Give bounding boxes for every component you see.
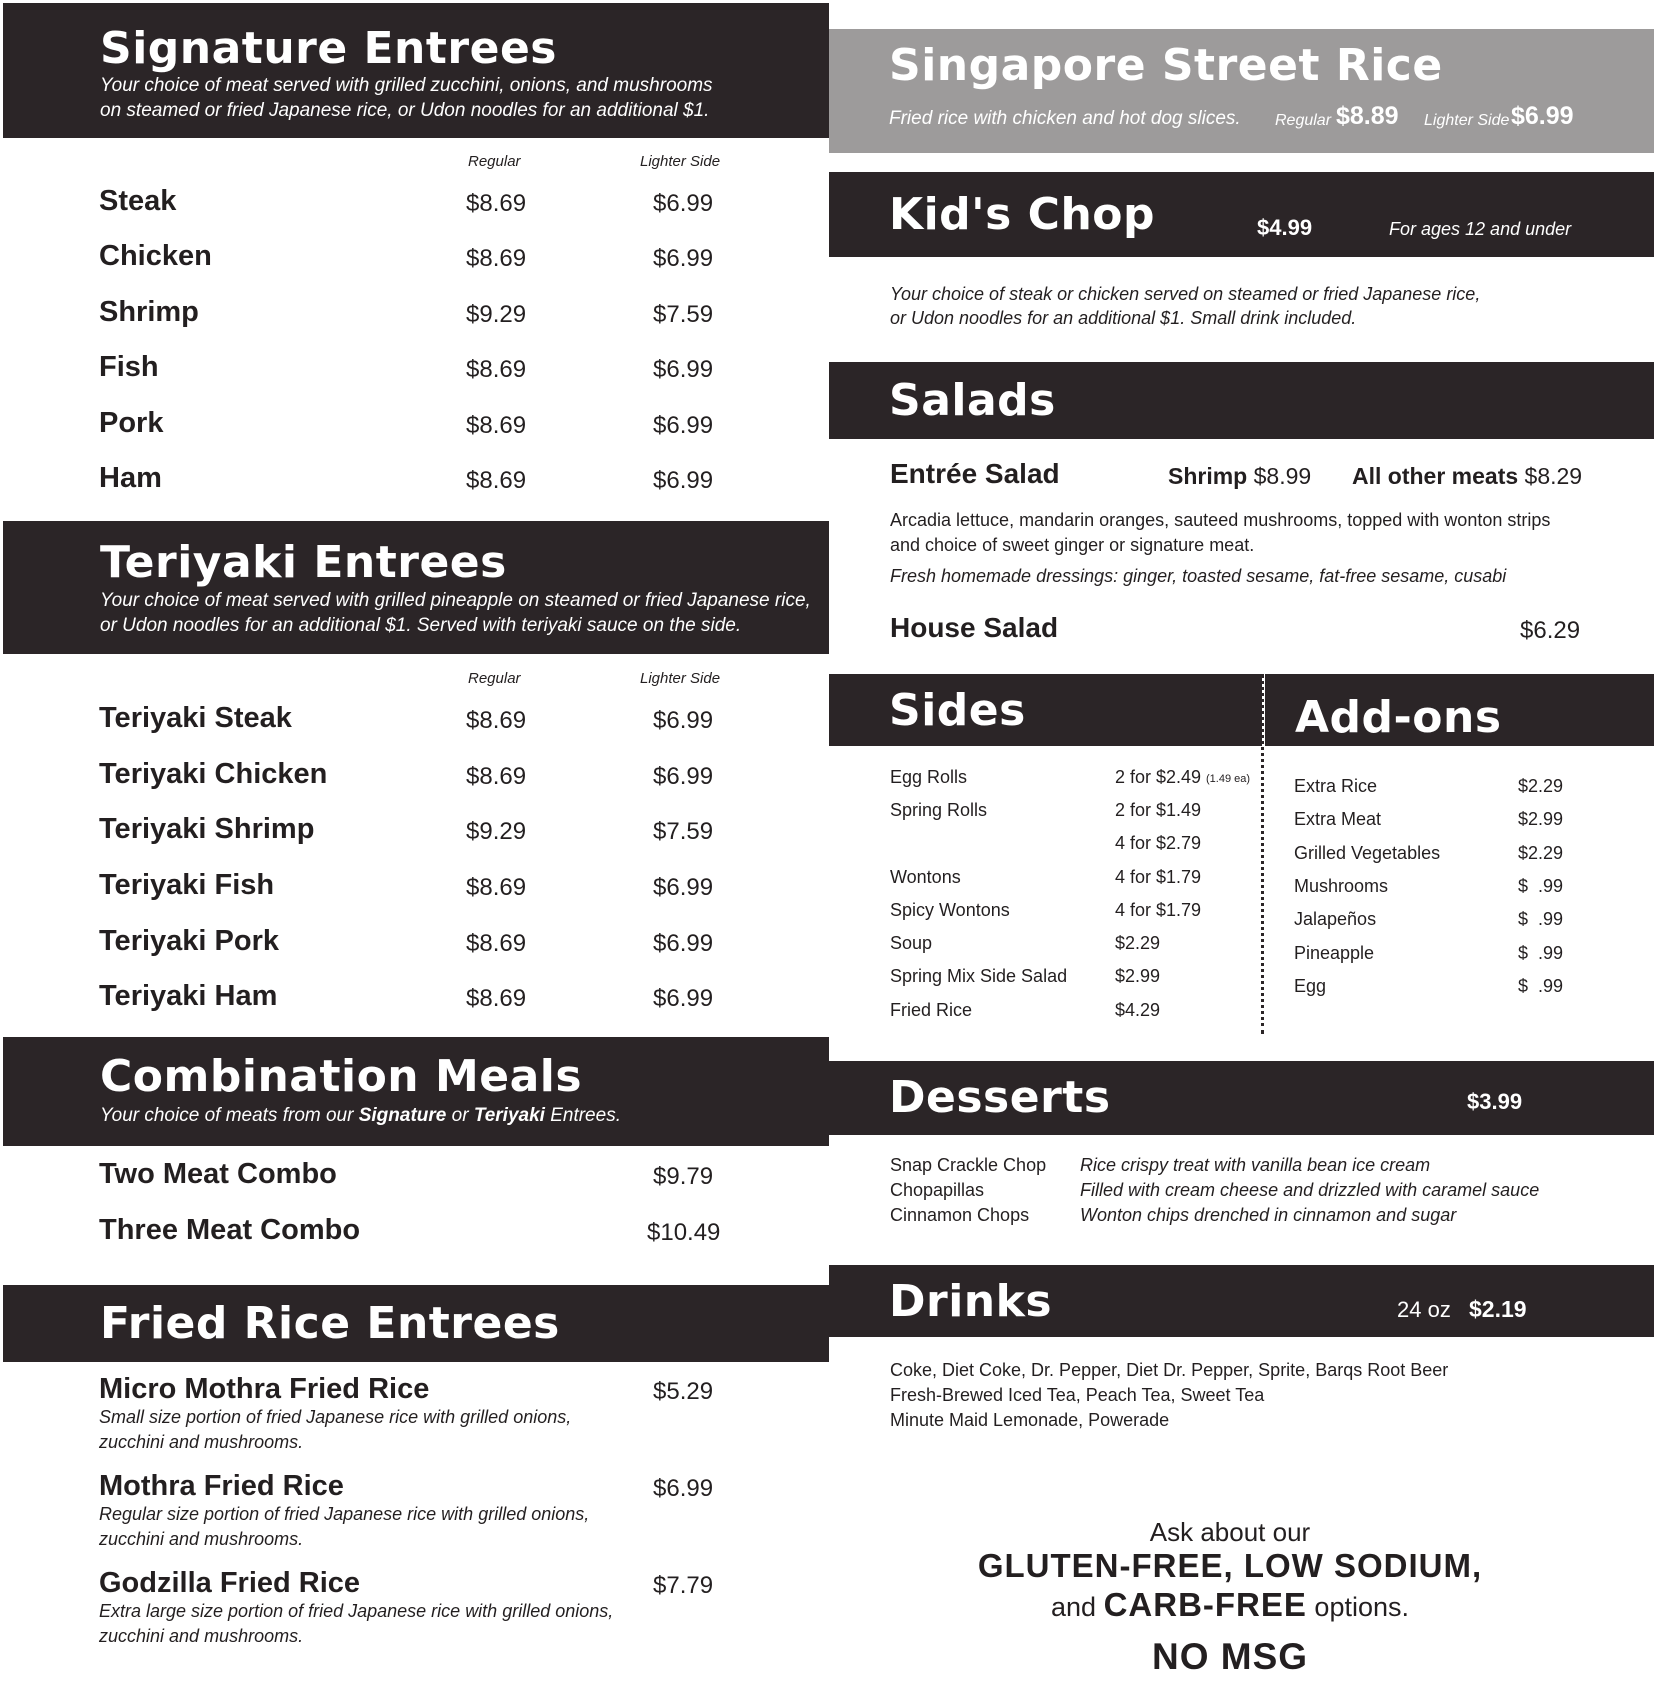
menu-item-name: Ham	[99, 462, 162, 494]
menu-item-lighter-price: $6.99	[653, 245, 714, 272]
menu-item-regular-price: $8.69	[466, 356, 527, 383]
menu-item-name: Teriyaki Shrimp	[99, 813, 315, 845]
menu-item-name: Mothra Fried Rice	[99, 1470, 344, 1502]
side-item-note: (1.49 ea)	[1206, 773, 1251, 785]
entree-salad-desc-line1: Arcadia lettuce, mandarin oranges, sauteed mushrooms, topped with wonton strips	[890, 510, 1551, 530]
menu-item-lighter-price: $6.99	[653, 985, 714, 1012]
menu-item-lighter-price: $6.99	[653, 190, 714, 217]
side-item-price: 4 for $2.79	[1115, 833, 1202, 853]
combo-desc-signature: Signature	[358, 1105, 447, 1126]
drinks-header-band	[829, 1265, 1654, 1337]
menu-item-regular-price: $9.29	[466, 818, 527, 845]
menu-item-name: Fish	[99, 351, 159, 383]
menu-item-name: Teriyaki Chicken	[99, 758, 328, 790]
shrimp-price: $8.99	[1253, 463, 1312, 489]
menu-item-lighter-price: $6.99	[653, 930, 714, 957]
menu-item-name: Shrimp	[99, 296, 199, 328]
entree-salad-name: Entrée Salad	[890, 458, 1060, 489]
desserts-header-band	[829, 1061, 1654, 1135]
menu-item-regular-price: $8.69	[466, 412, 527, 439]
combo-desc-prefix: Your choice of meats from our	[100, 1105, 359, 1126]
footer-options: options.	[1314, 1592, 1409, 1622]
dessert-item-name: Cinnamon Chops	[890, 1205, 1030, 1225]
addon-item-name: Extra Meat	[1294, 809, 1382, 829]
salads-header-band	[829, 362, 1654, 439]
menu-item-name: Teriyaki Pork	[99, 925, 280, 957]
signature-col-lighter: Lighter Side	[640, 153, 721, 170]
menu-item-desc: zucchini and mushrooms.	[99, 1529, 304, 1549]
menu-item-lighter-price: $7.59	[653, 301, 714, 328]
menu-item-lighter-price: $6.99	[653, 707, 714, 734]
side-item-name: Egg Rolls	[890, 767, 968, 787]
combo-title: Combination Meals	[100, 1051, 583, 1102]
side-item-price: $2.99	[1115, 966, 1161, 986]
footer-and: and	[1051, 1592, 1097, 1622]
addon-item-price: $2.99	[1518, 809, 1564, 829]
house-salad-price: $6.29	[1520, 617, 1581, 644]
menu-item-name: Teriyaki Fish	[99, 869, 275, 901]
singapore-lighter-price: $6.99	[1511, 102, 1574, 130]
menu-item-regular-price: $8.69	[466, 985, 527, 1012]
entree-salad-shrimp-price	[1168, 463, 1311, 490]
menu-item-regular-price: $8.69	[466, 467, 527, 494]
singapore-header-band	[829, 29, 1654, 153]
teriyaki-col-regular: Regular	[468, 670, 521, 687]
other-meats-price: $8.29	[1524, 463, 1583, 489]
side-item-price: 2 for $1.49	[1115, 800, 1202, 820]
menu-item-desc: Extra large size portion of fried Japanese rice with grilled onions,	[99, 1601, 614, 1621]
addon-item-price: $2.29	[1518, 776, 1564, 796]
dessert-item-desc: Rice crispy treat with vanilla bean ice cream	[1080, 1155, 1431, 1175]
addon-item-name: Jalapeños	[1294, 909, 1377, 929]
menu-item-desc: Small size portion of fried Japanese rice with grilled onions,	[99, 1407, 572, 1427]
addons-header-band	[1265, 674, 1654, 746]
singapore-lighter-label: Lighter Side	[1424, 112, 1510, 129]
menu-item-regular-price: $8.69	[466, 763, 527, 790]
desserts-price: $3.99	[1467, 1089, 1523, 1114]
dessert-item-name: Chopapillas	[890, 1180, 985, 1200]
side-item-name: Soup	[890, 933, 933, 953]
sides-header-band	[829, 674, 1262, 746]
kids-title: Kid's Chop	[889, 189, 1155, 240]
side-item-price: $2.29	[1115, 933, 1161, 953]
menu-item-price: $7.79	[653, 1572, 714, 1599]
other-meats-label: All other meats	[1352, 463, 1519, 489]
combo-header-band	[3, 1037, 829, 1146]
menu-item-name: Two Meat Combo	[99, 1158, 337, 1190]
side-item-price: 2 for $2.49	[1115, 767, 1202, 787]
singapore-regular-price: $8.89	[1336, 102, 1399, 130]
menu-item-name: Pork	[99, 407, 164, 439]
signature-col-regular: Regular	[468, 153, 521, 170]
side-item-name: Spring Mix Side Salad	[890, 966, 1068, 986]
dessert-item-desc: Wonton chips drenched in cinnamon and sugar	[1080, 1205, 1457, 1225]
side-item-name: Wontons	[890, 867, 961, 887]
singapore-title: Singapore Street Rice	[889, 40, 1443, 91]
combo-desc	[100, 1103, 621, 1128]
side-item-name: Spicy Wontons	[890, 900, 1010, 920]
menu-item-name: Micro Mothra Fried Rice	[99, 1373, 430, 1405]
teriyaki-title: Teriyaki Entrees	[100, 537, 507, 588]
menu-item-price: $5.29	[653, 1378, 714, 1405]
sides-title: Sides	[889, 685, 1026, 736]
footer-dietary-options: GLUTEN-FREE, LOW SODIUM,	[977, 1547, 1483, 1584]
menu-item-name: Three Meat Combo	[99, 1214, 361, 1246]
footer-carb-line	[900, 1586, 1560, 1624]
dessert-item-name: Snap Crackle Chop	[890, 1155, 1047, 1175]
drinks-line3: Minute Maid Lemonade, Powerade	[890, 1410, 1170, 1430]
addons-title: Add-ons	[1295, 692, 1502, 743]
menu-item-lighter-price: $7.59	[653, 818, 714, 845]
menu-item-lighter-price: $6.99	[653, 356, 714, 383]
side-item-price: 4 for $1.79	[1115, 900, 1202, 920]
menu-item-name: Teriyaki Ham	[99, 980, 278, 1012]
menu-item-regular-price: $8.69	[466, 245, 527, 272]
kids-header-band	[829, 172, 1654, 257]
combo-desc-suffix: Entrees.	[544, 1105, 621, 1126]
drinks-title: Drinks	[889, 1276, 1053, 1327]
menu-item-regular-price: $8.69	[466, 190, 527, 217]
menu-item-name: Steak	[99, 185, 177, 217]
entree-salad-other-price	[1352, 463, 1582, 490]
sides-addons-divider	[1261, 674, 1264, 1034]
menu-item-regular-price: $8.69	[466, 707, 527, 734]
menu-item-desc: zucchini and mushrooms.	[99, 1432, 304, 1452]
teriyaki-col-lighter: Lighter Side	[640, 670, 721, 687]
menu-item-desc: zucchini and mushrooms.	[99, 1626, 304, 1646]
signature-title: Signature Entrees	[100, 23, 557, 74]
addon-item-price: $ .99	[1518, 909, 1564, 929]
footer-no-msg: NO MSG	[1151, 1636, 1309, 1677]
menu-item-name: Teriyaki Steak	[99, 702, 292, 734]
menu-item-price: $10.49	[647, 1219, 721, 1246]
menu-item-lighter-price: $6.99	[653, 763, 714, 790]
menu-item-lighter-price: $6.99	[653, 467, 714, 494]
dessert-item-desc: Filled with cream cheese and drizzled with caramel sauce	[1080, 1180, 1540, 1200]
combo-desc-or: or	[446, 1105, 474, 1126]
singapore-desc: Fried rice with chicken and hot dog slices.	[889, 108, 1241, 129]
addon-item-name: Egg	[1294, 976, 1327, 996]
side-item-price: 4 for $1.79	[1115, 867, 1202, 887]
drinks-size: 24 oz	[1397, 1297, 1451, 1322]
salads-title: Salads	[889, 375, 1056, 426]
signature-header-band	[3, 3, 829, 138]
footer-carb-free: CARB-FREE	[1103, 1586, 1307, 1623]
menu-item-regular-price: $8.69	[466, 874, 527, 901]
menu-item-desc: Regular size portion of fried Japanese rice with grilled onions,	[99, 1504, 590, 1524]
singapore-regular-label: Regular	[1275, 112, 1332, 129]
drinks-line1: Coke, Diet Coke, Dr. Pepper, Diet Dr. Pepper, Sprite, Barqs Root Beer	[890, 1360, 1449, 1380]
teriyaki-desc-line1: Your choice of meat served with grilled pineapple on steamed or fried Japanese rice,	[100, 590, 811, 611]
menu-item-regular-price: $9.29	[466, 301, 527, 328]
shrimp-label: Shrimp	[1168, 463, 1248, 489]
menu-item-name: Godzilla Fried Rice	[99, 1567, 361, 1599]
signature-desc-line1: Your choice of meat served with grilled zucchini, onions, and mushrooms	[100, 75, 713, 96]
teriyaki-desc-line2: or Udon noodles for an additional $1. Served with teriyaki sauce on the side.	[100, 615, 742, 636]
addon-item-name: Pineapple	[1294, 943, 1375, 963]
menu-item-regular-price: $8.69	[466, 930, 527, 957]
kids-desc-line2: or Udon noodles for an additional $1. Small drink included.	[890, 308, 1357, 328]
salad-dressings: Fresh homemade dressings: ginger, toasted sesame, fat-free sesame, cusabi	[890, 566, 1507, 586]
side-item-name: Spring Rolls	[890, 800, 988, 820]
addon-item-name: Extra Rice	[1294, 776, 1378, 796]
menu-item-name: Chicken	[99, 240, 212, 272]
fried-rice-header-band	[3, 1285, 829, 1362]
addon-item-price: $ .99	[1518, 943, 1564, 963]
menu-item-lighter-price: $6.99	[653, 412, 714, 439]
footer-ask: Ask about our	[1149, 1517, 1311, 1547]
addon-item-name: Mushrooms	[1294, 876, 1389, 896]
kids-age-note: For ages 12 and under	[1389, 219, 1572, 239]
combo-desc-teriyaki: Teriyaki	[473, 1105, 545, 1126]
teriyaki-header-band	[3, 521, 829, 654]
kids-desc-line1: Your choice of steak or chicken served on steamed or fried Japanese rice,	[890, 284, 1481, 304]
menu-item-price: $9.79	[653, 1163, 714, 1190]
signature-desc-line2: on steamed or fried Japanese rice, or Udon noodles for an additional $1.	[100, 100, 710, 121]
desserts-title: Desserts	[889, 1072, 1111, 1123]
entree-salad-desc-line2: and choice of sweet ginger or signature meat.	[890, 535, 1255, 555]
addon-item-name: Grilled Vegetables	[1294, 843, 1441, 863]
addon-item-price: $2.29	[1518, 843, 1564, 863]
addon-item-price: $ .99	[1518, 976, 1564, 996]
drinks-price: $2.19	[1469, 1296, 1527, 1322]
menu-item-price: $6.99	[653, 1475, 714, 1502]
house-salad-name: House Salad	[890, 612, 1059, 643]
kids-price: $4.99	[1257, 215, 1313, 240]
drinks-line2: Fresh-Brewed Iced Tea, Peach Tea, Sweet Tea	[890, 1385, 1265, 1405]
side-item-name: Fried Rice	[890, 1000, 973, 1020]
addon-item-price: $ .99	[1518, 876, 1564, 896]
side-item-price: $4.29	[1115, 1000, 1161, 1020]
menu-item-lighter-price: $6.99	[653, 874, 714, 901]
fried-rice-title: Fried Rice Entrees	[100, 1298, 560, 1349]
